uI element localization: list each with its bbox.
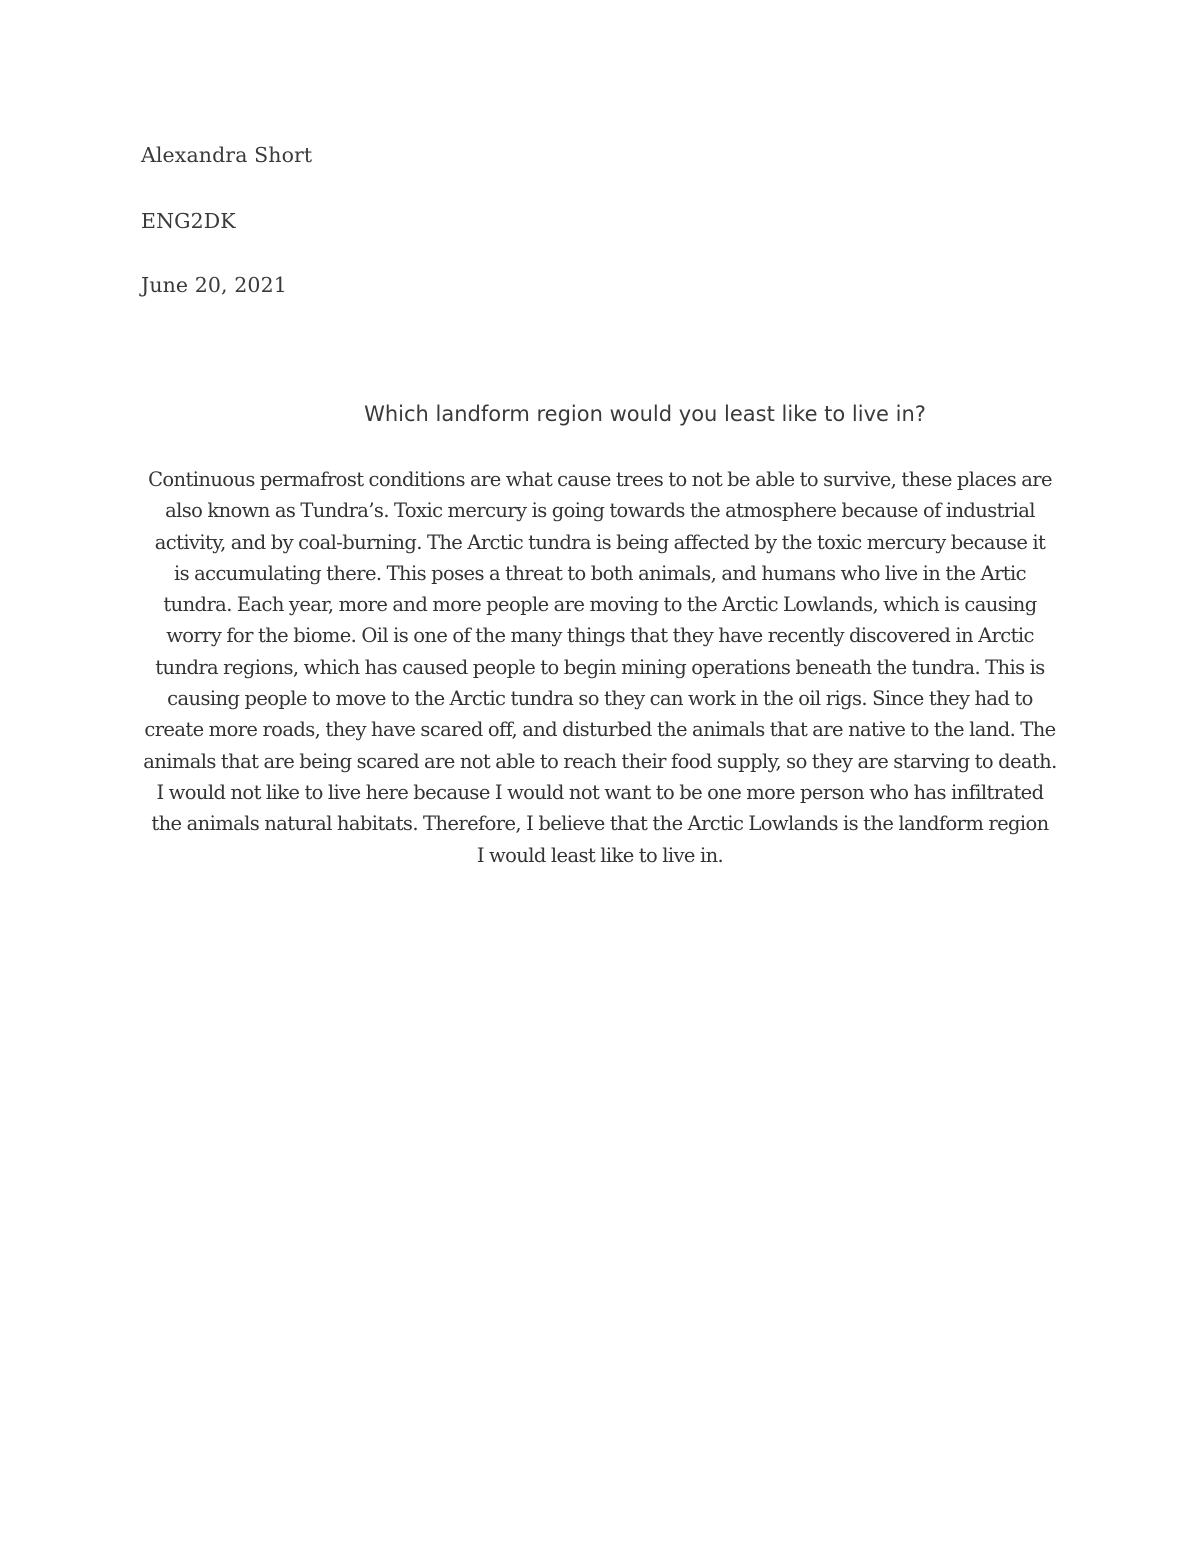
body-line: tundra regions, which has caused people to begin mining operations beneath the tundra. This is bbox=[155, 655, 1045, 679]
body-line: I would not like to live here because I would not want to be one more person who has infiltrated bbox=[156, 780, 1044, 804]
body-line: the animals natural habitats. Therefore, I believe that the Arctic Lowlands is the landform region bbox=[151, 812, 1049, 836]
document-date: June 20, 2021 bbox=[141, 273, 287, 297]
essay-body bbox=[120, 464, 1080, 871]
body-line: I would least like to live in. bbox=[476, 843, 724, 867]
body-line: tundra. Each year, more and more people are moving to the Arctic Lowlands, which is causing bbox=[163, 593, 1037, 617]
body-line: activity, and by coal-burning. The Arctic tundra is being affected by the toxic mercury because it bbox=[154, 530, 1046, 554]
essay-title: Which landform region would you least like to live in? bbox=[364, 402, 926, 426]
course-code: ENG2DK bbox=[141, 209, 236, 233]
body-line: is accumulating there. This poses a threat to both animals, and humans who live in the Artic bbox=[174, 561, 1026, 585]
body-line: create more roads, they have scared off, and disturbed the animals that are native to the land. The bbox=[144, 718, 1056, 742]
author-name: Alexandra Short bbox=[141, 143, 313, 167]
body-line: causing people to move to the Arctic tundra so they can work in the oil rigs. Since they had to bbox=[167, 687, 1033, 711]
body-line: Continuous permafrost conditions are what cause trees to not be able to survive, these places are bbox=[148, 468, 1052, 491]
body-line: animals that are being scared are not able to reach their food supply, so they are starving to death. bbox=[143, 749, 1057, 773]
body-line: also known as Tundra’s. Toxic mercury is going towards the atmosphere because of industrial bbox=[165, 499, 1035, 523]
body-line: worry for the biome. Oil is one of the many things that they have recently discovered in Arctic bbox=[166, 624, 1034, 648]
